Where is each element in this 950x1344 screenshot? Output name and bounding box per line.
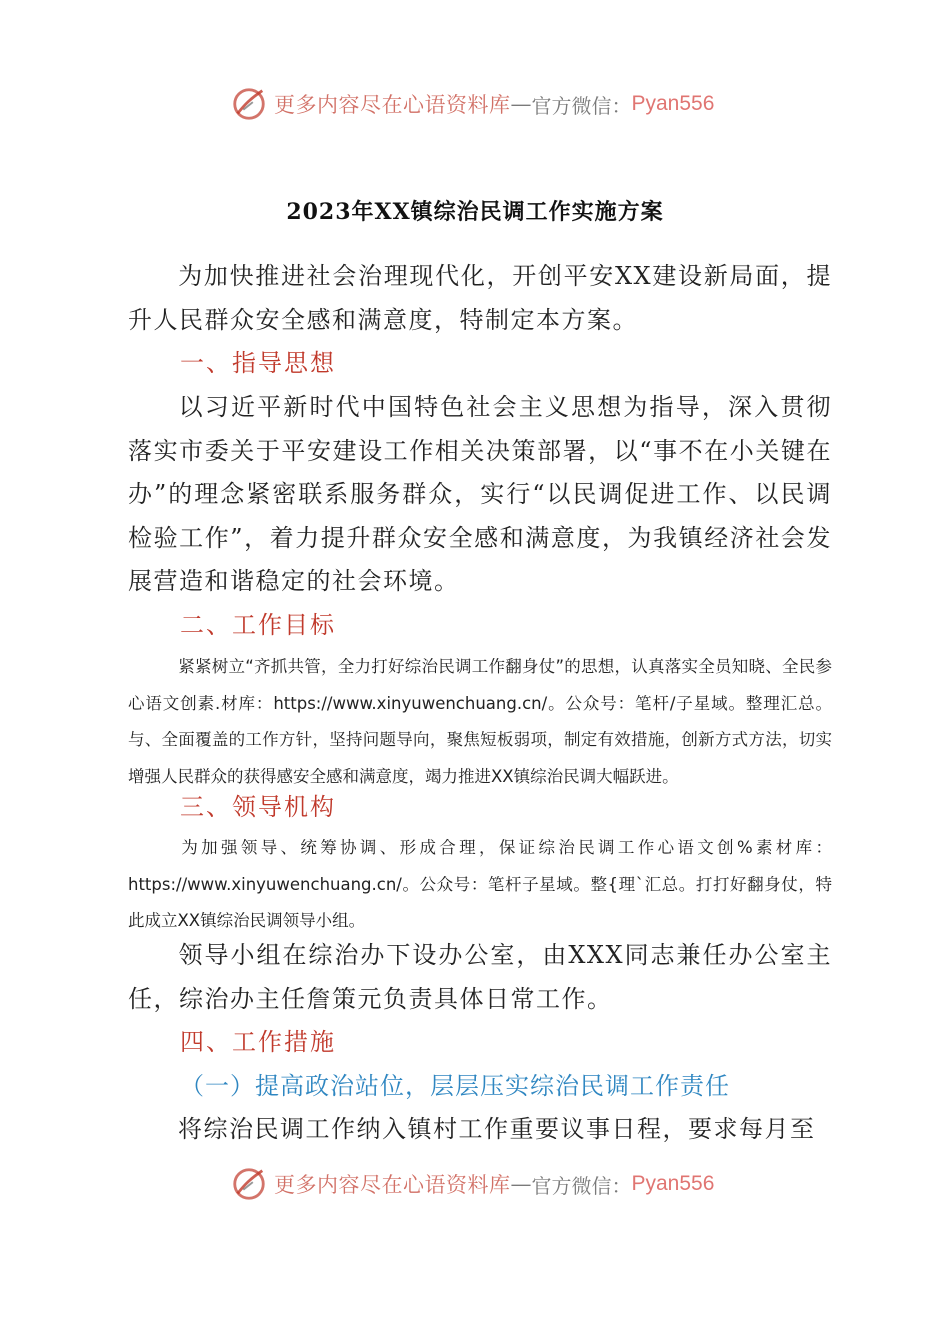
footer-banner — [230, 1162, 750, 1206]
section-heading-org: 三、领导机构 — [180, 793, 336, 821]
org-paragraph — [128, 830, 832, 940]
org-text: 为加强领导、统筹协调、形成合理，保证综治民调工作心语文创%素材库：https://www.xinyuwenchuang.cn/。公众号：笔杆子星域。整{理`汇总。打打好翻身仗，特此成立XX镇综治民调领导小组。 — [128, 838, 832, 930]
brush-logo-icon — [230, 1165, 268, 1203]
guiding-paragraph — [128, 386, 832, 604]
guiding-text: 以习近平新时代中国特色社会主义思想为指导，深入贯彻落实市委关于平安建设工作相关决策部署，以“事不在小关键在办”的理念紧密联系服务群众，实行“以民调促进工作、以民调检验工作”，着力提升群众安全感和满意度，为我镇经济社会发展营造和谐稳定的社会环境。 — [128, 393, 832, 595]
header-banner — [230, 82, 750, 126]
banner-text: 更多内容尽在心语资料库 — [274, 93, 511, 117]
banner-wechat-id: Pyan556 — [631, 1172, 715, 1195]
banner-separator: — — [510, 1172, 532, 1196]
document-title: 2023年XX镇综治民调工作实施方案 — [286, 199, 664, 225]
goal-paragraph — [128, 649, 832, 795]
banner-wechat-id: Pyan556 — [631, 92, 715, 115]
brush-logo-icon — [230, 85, 268, 123]
measures-subheading-1: （一）提高政治站位，层层压实综治民调工作责任 — [180, 1072, 730, 1100]
banner-text: 更多内容尽在心语资料库 — [274, 1173, 511, 1197]
banner-wechat-label: 官方微信： — [531, 93, 632, 118]
intro-text: 为加快推进社会治理现代化，开创平安XX建设新局面，提升人民群众安全感和满意度，特制定本方案。 — [128, 262, 832, 334]
measures-paragraph — [128, 1108, 832, 1152]
office-text: 领导小组在综治办下设办公室，由XXX同志兼任办公室主任，综治办主任詹策元负责具体日常工作。 — [128, 941, 832, 1013]
banner-wechat-label: 官方微信： — [531, 1173, 632, 1198]
goal-text: 紧紧树立“齐抓共管，全力打好综治民调工作翻身仗”的思想，认真落实全员知晓、全民参心语文创素.材库：https://www.xinyuwenchuang.cn/。公众号：笔杆/子星域。整理汇总。与、全面覆盖的工作方针，坚持问题导向，聚焦短板弱项，制定有效措施，创新方式方法，切实增强人民群众的获得感安全感和满意度，竭力推进XX镇综治民调大幅跃进。 — [128, 657, 832, 786]
section-heading-goal: 二、工作目标 — [180, 611, 336, 639]
banner-separator: — — [510, 92, 532, 116]
office-paragraph — [128, 934, 832, 1021]
measures-text: 将综治民调工作纳入镇村工作重要议事日程，要求每月至 — [178, 1115, 816, 1143]
section-heading-guiding: 一、指导思想 — [180, 349, 336, 377]
intro-paragraph — [128, 255, 832, 342]
section-heading-measures: 四、工作措施 — [180, 1028, 336, 1056]
